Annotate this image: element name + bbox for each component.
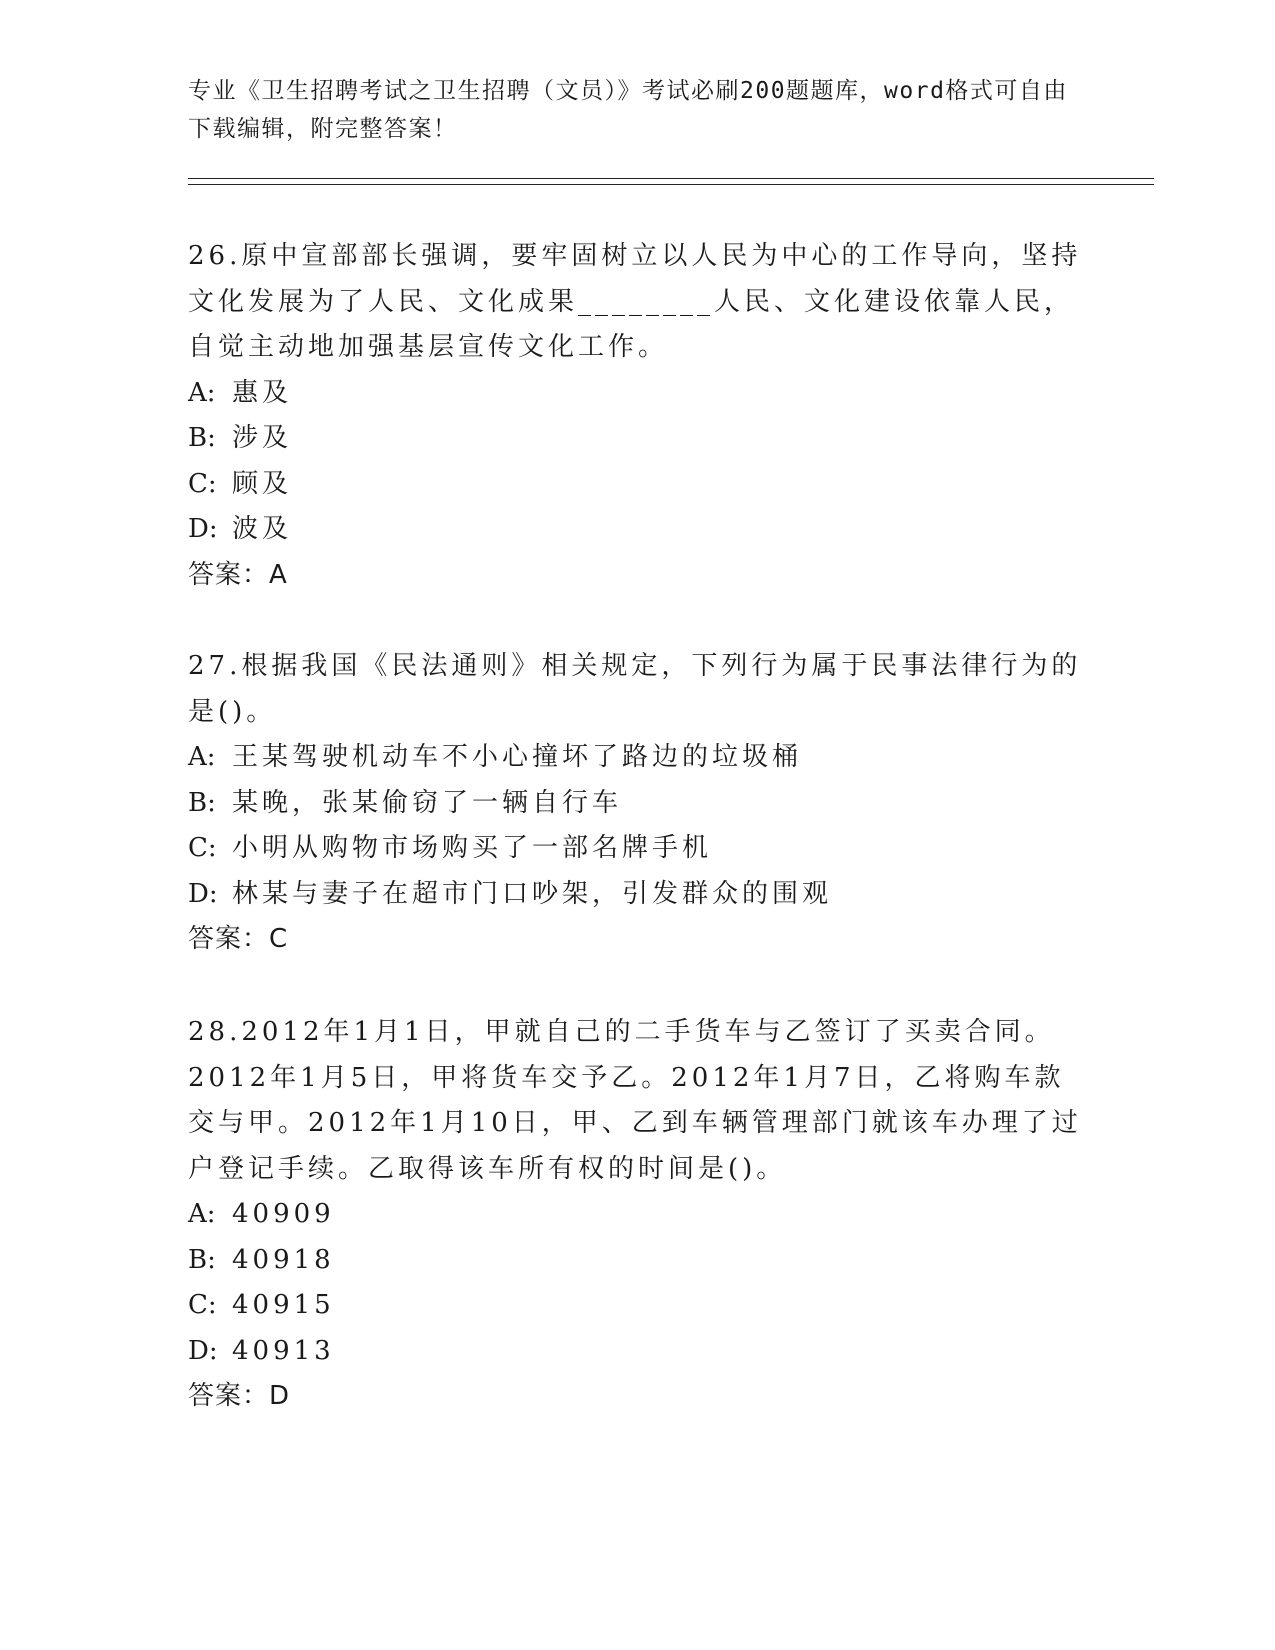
question-26 [188,234,1088,598]
answer-line: 答案：D [188,1381,291,1411]
option-letter: D: [188,514,218,544]
option-letter: B: [188,423,216,453]
option-letter: B: [188,1244,216,1275]
answer-line: 答案：A [188,559,288,590]
option-b [188,416,1088,462]
option-letter: A: [188,377,216,408]
option-text: 40915 [232,1290,335,1320]
option-text: 40909 [232,1199,335,1229]
question-stem: 26.原中宣部部长强调，要牢固树立以人民为中心的工作导向，坚持文化发展为了人民、文化成果________人民、文化建设依靠人民，自觉主动地加强基层宣传文化工作。 [188,241,1082,362]
option-text: 涉及 [232,423,293,453]
option-text: 40918 [232,1244,335,1275]
option-c [188,826,1088,872]
question-stem: 27.根据我国《民法通则》相关规定，下列行为属于民事法律行为的是()。 [188,651,1082,727]
option-d [188,872,1088,918]
option-text: 小明从购物市场购买了一部名牌手机 [232,833,713,863]
option-b [188,1238,1088,1284]
option-c [188,462,1088,508]
option-letter: D: [188,878,218,909]
header-divider-top [188,178,1154,179]
header-text: 专业《卫生招聘考试之卫生招聘（文员）》考试必刷200题题库，word格式可自由下载编辑，附完整答案！ [188,78,1068,142]
option-letter: C: [188,1290,217,1320]
question-stem: 28.2012年1月1日，甲就自己的二手货车与乙签订了买卖合同。2012年1月5日，甲将货车交予乙。2012年1月7日，乙将购车款交与甲。2012年1月10日，甲、乙到车辆管理部门就该车办理了过户登记手续。乙取得该车所有权的时间是()。 [188,1017,1082,1184]
option-text: 惠及 [232,377,293,408]
option-c [188,1283,1088,1329]
question-27 [188,644,1088,963]
option-text: 林某与妻子在超市门口吵架，引发群众的围观 [232,878,833,909]
option-a [188,1192,1088,1238]
header-divider-bottom [188,184,1154,185]
option-letter: B: [188,787,216,818]
option-text: 40913 [232,1335,335,1366]
option-text: 波及 [232,514,293,544]
option-letter: A: [188,742,216,772]
document-header [188,72,1068,148]
option-letter: D: [188,1335,218,1366]
option-letter: C: [188,468,217,499]
option-text: 某晚，张某偷窃了一辆自行车 [232,787,623,818]
option-text: 顾及 [232,468,293,499]
option-a [188,371,1088,417]
option-text: 王某驾驶机动车不小心撞坏了路边的垃圾桶 [232,742,803,772]
question-28 [188,1010,1088,1420]
option-b [188,781,1088,827]
option-letter: C: [188,833,217,863]
option-letter: A: [188,1199,216,1229]
option-d [188,507,1088,553]
option-d [188,1329,1088,1375]
answer-line: 答案：C [188,924,289,954]
option-a [188,735,1088,781]
